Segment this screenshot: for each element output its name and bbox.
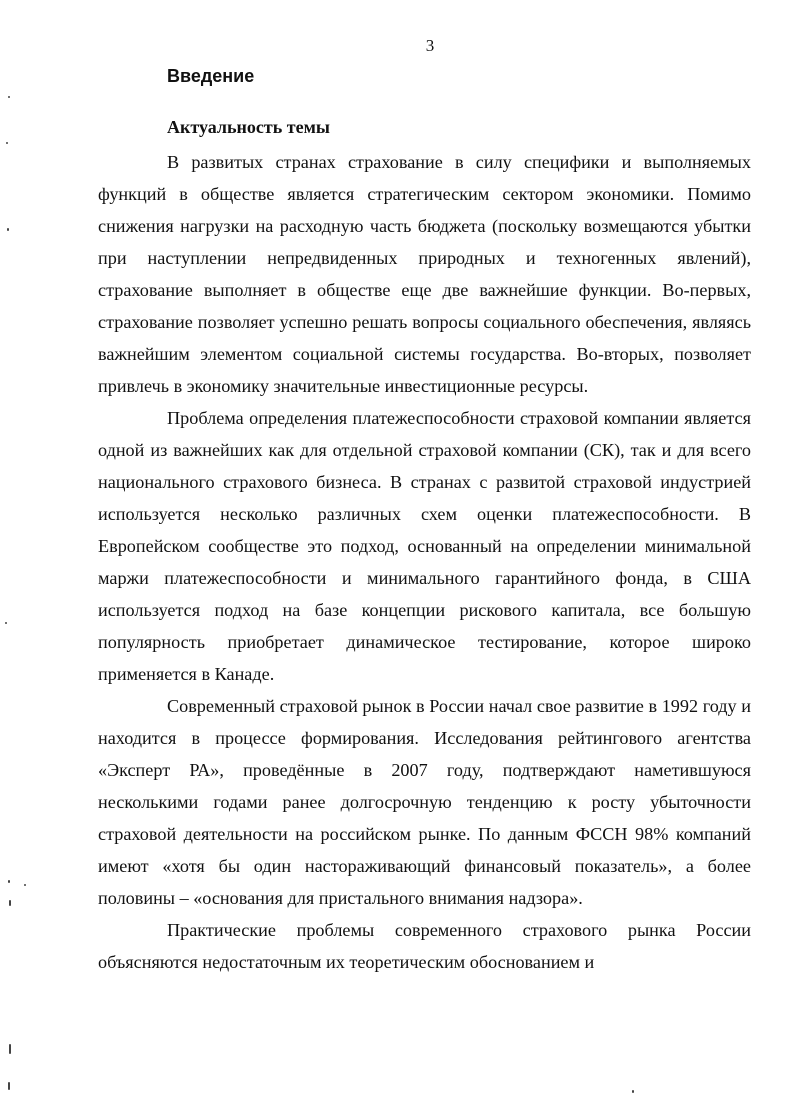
body-text — [98, 146, 751, 978]
paragraph-3: Современный страховой рынок в России начал свое развитие в 1992 году и находится в процессе формирования. Исследования рейтингового агентства «Эксперт РА», проведённые в 2007 году, подтверждают наметившуюся несколькими годами ранее долгосрочную тенденцию к росту убыточности страховой деятельности на российском рынке. По данным ФССН 98% компаний имеют «хотя бы один настораживающий финансовый показатель», а более половины – «основания для пристального внимания надзора». — [98, 696, 751, 908]
paragraph-4: Практические проблемы современного страхового рынка России объясняются недостаточным их теоретическим обоснованием и — [98, 920, 751, 972]
scan-speck — [7, 228, 9, 231]
scan-speck — [9, 1044, 11, 1054]
scan-speck — [24, 884, 26, 886]
section-title: Введение — [167, 66, 255, 86]
scan-speck — [8, 880, 10, 883]
paragraph-1: В развитых странах страхование в силу специфики и выполняемых функций в обществе является стратегическим сектором экономики. Помимо снижения нагрузки на расходную часть бюджета (поскольку возмещаются убытки при наступлении непредвиденных природных и техногенных явлений), страхование выполняет в обществе еще две важнейшие функции. Во-первых, страхование позволяет успешно решать вопросы социального обеспечения, являясь важнейшим элементом социальной системы государства. Во-вторых, позволяет привлечь в экономику значительные инвестиционные ресурсы. — [98, 152, 751, 396]
scan-speck — [5, 622, 7, 624]
scan-speck — [9, 900, 11, 906]
scan-speck — [632, 1090, 634, 1093]
page-number: 3 — [425, 36, 435, 55]
scan-speck — [8, 1082, 10, 1090]
subsection-title: Актуальность темы — [167, 117, 330, 137]
paragraph-2: Проблема определения платежеспособности страховой компании является одной из важнейших как для отдельной страховой компании (СК), так и для всего национального страхового бизнеса. В странах с развитой страховой индустрией используется несколько различных схем оценки платежеспособности. В Европейском сообществе это подход, основанный на определении минимальной маржи платежеспособности и минимального гарантийного фонда, в США используется подход на базе концепции рискового капитала, все большую популярность приобретает динамическое тестирование, которое широко применяется в Канаде. — [98, 408, 751, 684]
scan-speck — [6, 142, 8, 144]
scan-speck — [8, 96, 10, 98]
